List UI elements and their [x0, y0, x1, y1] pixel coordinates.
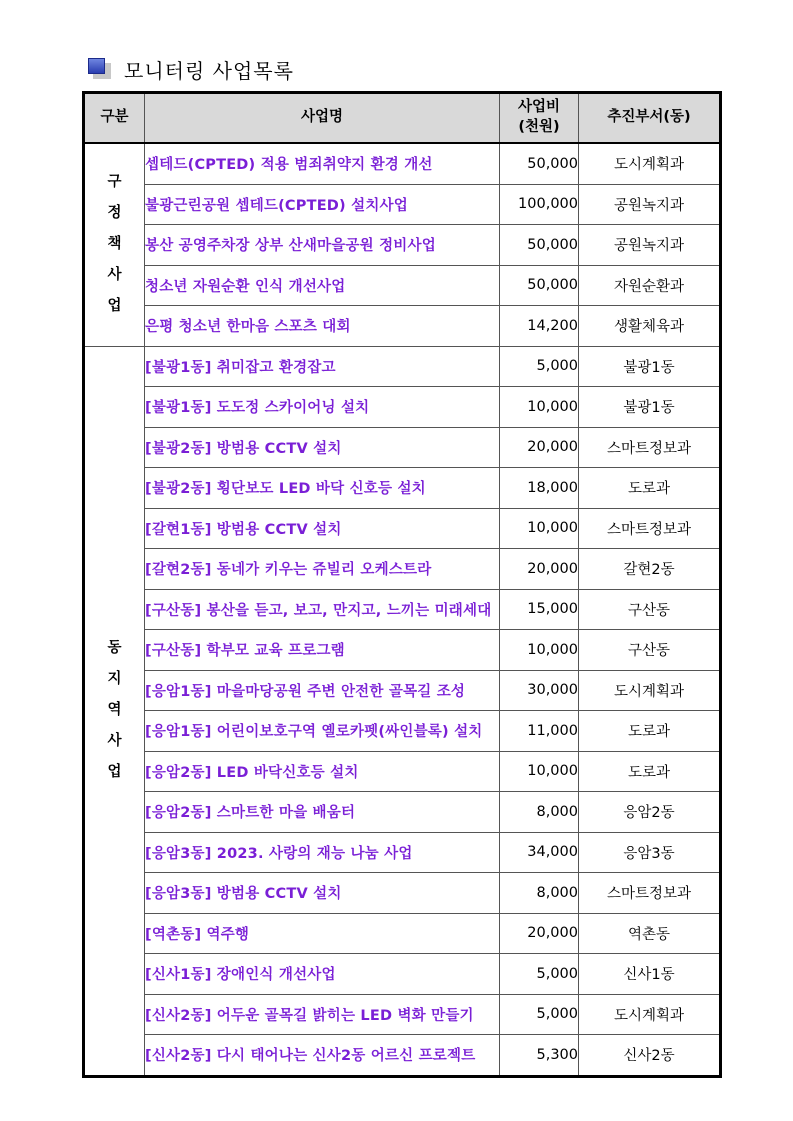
budget-cell: 50,000 — [500, 143, 579, 184]
department-cell: 도로과 — [579, 751, 721, 792]
department-cell: 신사2동 — [579, 1035, 721, 1077]
project-name-cell: [응암2동] LED 바닥신호등 설치 — [145, 751, 500, 792]
category-char: 사 — [107, 267, 122, 284]
budget-cell: 50,000 — [500, 265, 579, 306]
budget-cell: 34,000 — [500, 832, 579, 873]
budget-cell: 15,000 — [500, 589, 579, 630]
project-name-cell: [응암3동] 방범용 CCTV 설치 — [145, 873, 500, 914]
project-name-cell: [불광2동] 횡단보도 LED 바닥 신호등 설치 — [145, 468, 500, 509]
project-name-cell: 셉테드(CPTED) 적용 범죄취약지 환경 개선 — [145, 143, 500, 184]
department-cell: 도시계획과 — [579, 994, 721, 1035]
table-row — [84, 143, 721, 184]
header-project-name: 사업명 — [145, 93, 500, 144]
document-title-block — [88, 54, 294, 84]
project-name-cell: [갈현2동] 동네가 키우는 쥬빌리 오케스트라 — [145, 549, 500, 590]
table-row — [84, 913, 721, 954]
category-char: 구 — [107, 174, 122, 191]
blue-square-bullet-icon — [88, 58, 112, 80]
table-row — [84, 225, 721, 266]
budget-cell: 8,000 — [500, 792, 579, 833]
budget-cell: 10,000 — [500, 751, 579, 792]
project-name-cell: [역촌동] 역주행 — [145, 913, 500, 954]
budget-cell: 5,300 — [500, 1035, 579, 1077]
department-cell: 도시계획과 — [579, 143, 721, 184]
department-cell: 자원순환과 — [579, 265, 721, 306]
header-category: 구분 — [84, 93, 145, 144]
table-row — [84, 711, 721, 752]
department-cell: 신사1동 — [579, 954, 721, 995]
department-cell: 불광1동 — [579, 387, 721, 428]
document-title: 모니터링 사업목록 — [124, 58, 294, 83]
table-row — [84, 792, 721, 833]
budget-cell: 50,000 — [500, 225, 579, 266]
project-name-cell: [구산동] 봉산을 듣고, 보고, 만지고, 느끼는 미래세대 — [145, 589, 500, 630]
department-cell: 응암3동 — [579, 832, 721, 873]
budget-cell: 100,000 — [500, 184, 579, 225]
table-row — [84, 184, 721, 225]
budget-cell: 14,200 — [500, 306, 579, 347]
budget-cell: 20,000 — [500, 913, 579, 954]
project-name-cell: 불광근린공원 셉테드(CPTED) 설치사업 — [145, 184, 500, 225]
budget-cell: 10,000 — [500, 387, 579, 428]
project-name-cell: 봉산 공영주차장 상부 산새마을공원 정비사업 — [145, 225, 500, 266]
budget-cell: 10,000 — [500, 630, 579, 671]
table-header-row — [84, 93, 721, 144]
budget-cell: 10,000 — [500, 508, 579, 549]
project-name-cell: [응암2동] 스마트한 마을 배움터 — [145, 792, 500, 833]
project-list-table — [82, 91, 722, 1078]
category-cell — [84, 143, 145, 346]
budget-cell: 8,000 — [500, 873, 579, 914]
department-cell: 스마트정보과 — [579, 508, 721, 549]
project-name-cell: [불광1동] 취미잡고 환경잡고 — [145, 346, 500, 387]
table-row — [84, 549, 721, 590]
department-cell: 도로과 — [579, 468, 721, 509]
department-cell: 갈현2동 — [579, 549, 721, 590]
budget-cell: 20,000 — [500, 427, 579, 468]
table-row — [84, 994, 721, 1035]
project-name-cell: 은평 청소년 한마음 스포츠 대회 — [145, 306, 500, 347]
budget-cell: 30,000 — [500, 670, 579, 711]
budget-cell: 5,000 — [500, 994, 579, 1035]
department-cell: 공원녹지과 — [579, 184, 721, 225]
category-char: 책 — [107, 236, 122, 253]
department-cell: 구산동 — [579, 630, 721, 671]
project-name-cell: 청소년 자원순환 인식 개선사업 — [145, 265, 500, 306]
table-row — [84, 1035, 721, 1077]
project-name-cell: [불광2동] 방범용 CCTV 설치 — [145, 427, 500, 468]
table-row — [84, 265, 721, 306]
header-department: 추진부서(동) — [579, 93, 721, 144]
project-name-cell: [구산동] 학부모 교육 프로그램 — [145, 630, 500, 671]
table-row — [84, 427, 721, 468]
department-cell: 스마트정보과 — [579, 427, 721, 468]
table-row — [84, 589, 721, 630]
budget-cell: 18,000 — [500, 468, 579, 509]
category-char: 역 — [107, 702, 122, 718]
department-cell: 스마트정보과 — [579, 873, 721, 914]
header-budget-line2: (천원) — [518, 119, 560, 135]
category-char: 지 — [107, 671, 122, 687]
table-row — [84, 751, 721, 792]
project-name-cell: [응암3동] 2023. 사랑의 재능 나눔 사업 — [145, 832, 500, 873]
department-cell: 생활체육과 — [579, 306, 721, 347]
project-name-cell: [신사2동] 다시 태어나는 신사2동 어르신 프로젝트 — [145, 1035, 500, 1077]
department-cell: 응암2동 — [579, 792, 721, 833]
project-name-cell: [응암1동] 마을마당공원 주변 안전한 골목길 조성 — [145, 670, 500, 711]
category-char: 정 — [107, 205, 122, 222]
category-char: 업 — [107, 298, 122, 315]
department-cell: 공원녹지과 — [579, 225, 721, 266]
table-row — [84, 387, 721, 428]
project-name-cell: [신사1동] 장애인식 개선사업 — [145, 954, 500, 995]
department-cell: 구산동 — [579, 589, 721, 630]
table-row — [84, 630, 721, 671]
budget-cell: 5,000 — [500, 954, 579, 995]
project-name-cell: [갈현1동] 방범용 CCTV 설치 — [145, 508, 500, 549]
table-row — [84, 306, 721, 347]
category-char: 업 — [107, 764, 122, 780]
table-row — [84, 832, 721, 873]
budget-cell: 11,000 — [500, 711, 579, 752]
project-name-cell: [응암1동] 어린이보호구역 옐로카펫(싸인블록) 설치 — [145, 711, 500, 752]
table-row — [84, 670, 721, 711]
department-cell: 도로과 — [579, 711, 721, 752]
category-char: 동 — [107, 640, 122, 656]
header-budget-line1: 사업비 — [517, 99, 561, 116]
department-cell: 도시계획과 — [579, 670, 721, 711]
department-cell: 불광1동 — [579, 346, 721, 387]
header-budget — [500, 93, 579, 144]
table-body — [84, 143, 721, 1076]
category-cell — [84, 346, 145, 1076]
budget-cell: 5,000 — [500, 346, 579, 387]
department-cell: 역촌동 — [579, 913, 721, 954]
table-row — [84, 954, 721, 995]
project-name-cell: [신사2동] 어두운 골목길 밝히는 LED 벽화 만들기 — [145, 994, 500, 1035]
table-row — [84, 873, 721, 914]
category-char: 사 — [107, 733, 122, 749]
table-row — [84, 508, 721, 549]
table-row — [84, 468, 721, 509]
table-row — [84, 346, 721, 387]
budget-cell: 20,000 — [500, 549, 579, 590]
project-name-cell: [불광1동] 도도정 스카이어닝 설치 — [145, 387, 500, 428]
